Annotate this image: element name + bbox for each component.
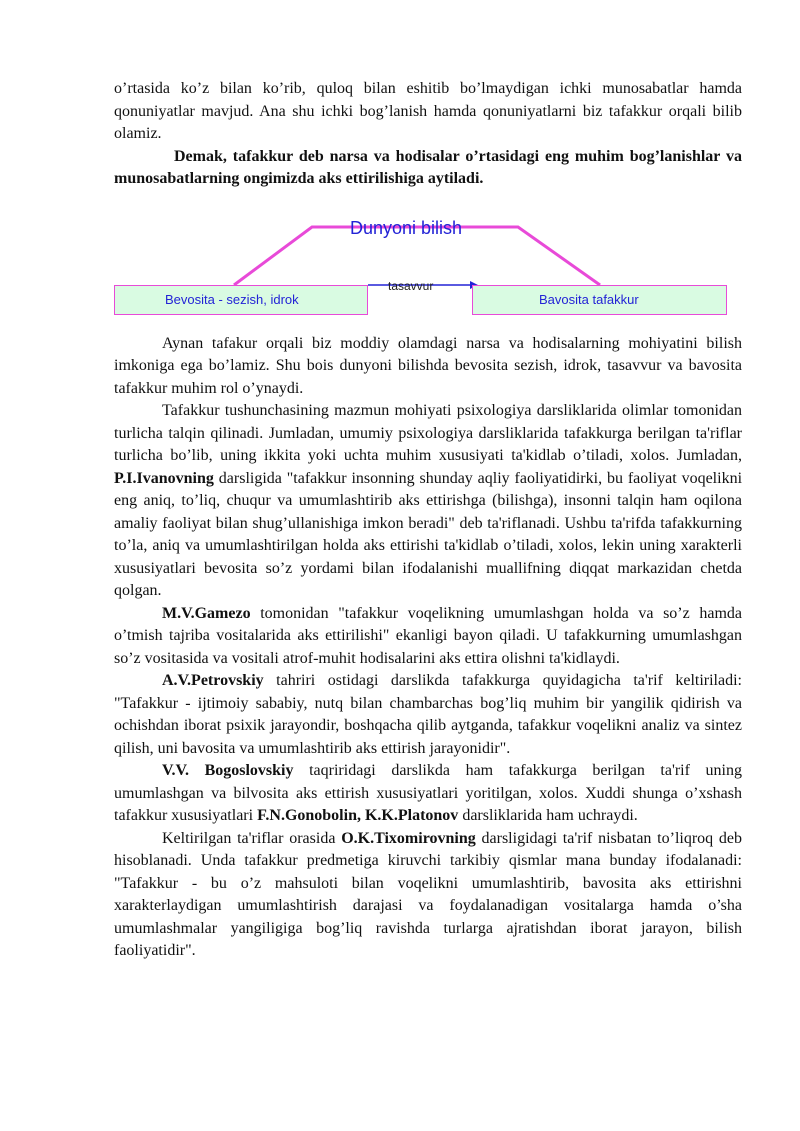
paragraph-ivanov: [114, 400, 742, 603]
author-name: M.V.Gamezo: [162, 604, 251, 622]
author-name: V.V. Bogoslovskiy: [162, 762, 294, 779]
text-span: darsliklarida ham uchraydi.: [462, 807, 638, 824]
paragraph-tixomirov: [114, 828, 742, 963]
text-span: darsligida "tafakkur insonning shunday aqliy faoliyatidirki, bu faoliyat voqelikni eng aniq, to’liq, chuqur va umumlashtirib aks ettirishga (bilishga), insonni talqin ham oqilona amaliy faoliyat bilan shug’ullanishiga imkon beradi" deb ta'riflanadi. Ushbu ta'rifda tafakkurning to’la, aniq va umumlashtirilgan holda aks ettirishi ta'kidlab o’tiladi, xolos, lekin uning xarakterli xususiyatlari bevosita so’z yordami bilan ifodalanishi muallifning diqqat markazidan chetda qolgan.: [114, 469, 743, 599]
paragraph-thinking-essence: Aynan tafakur orqali biz moddiy olamdagi narsa va hodisalarning mohiyatini bilish imkoniga ega bo’lamiz. Shu bois dunyoni bilishda bevosita sezish, idrok, tasavvur va bavosita tafakkur muhim rol o’ynaydi.: [114, 334, 742, 397]
diagram-left-box: Bevosita - sezish, idrok: [114, 285, 368, 315]
author-name: P.I.Ivanovning: [114, 469, 214, 487]
paragraph-gamezo: [114, 603, 742, 671]
text-span: tahriri ostidagi darslikda tafakkurga quyidagicha ta'rif keltiriladi: "Tafakkur - ijtimoiy sababiy, nutq bilan chambarchas bog’liq muhim bir yangilik qidirish va ochishdan iborat psixik jarayondir, boshqacha qilib aytganda, tafakkur voqelikni analiz va sintez qilish, uni bavosita va umumlashtirib aks ettirish jarayonidir".: [114, 672, 742, 757]
author-names: F.N.Gonobolin, K.K.Platonov: [257, 807, 459, 824]
paragraph-petrovskiy: [114, 670, 742, 760]
text-span: darsligidagi ta'rif nisbatan to’liqroq deb hisoblanadi. Unda tafakkur predmetiga kiruvchi tarkibiy qismlar mana bunday ifodalanadi: "Tafakkur - bu o’z mahsuloti bilan voqelikni umumlashtirib, bavosita aks ettirishni xarakterlaydigan umumlashtirish darajasi va foydalanadigan vositalarga hamda o’sha umumlashmalar yangiligiga bog’liq ravishda turlarga ajratishdan iborat jarayon, bilish faoliyatidir".: [114, 829, 743, 959]
author-name: O.K.Tixomirovning: [341, 829, 476, 847]
paragraph-bogoslovskiy: [114, 760, 742, 828]
paragraph-definition: Demak, tafakkur deb narsa va hodisalar o’rtasidagi eng muhim bog’lanishlar va munosabatlarning ongimizda aks ettirilishiga aytiladi.: [114, 147, 742, 187]
text-span: Tafakkur tushunchasining mazmun mohiyati psixologiya darsliklarida olimlar tomonidan turlicha talqin qilinadi. Jumladan, umumiy psixologiya darsliklarida tafakkurga berilgan ta'riflar turlicha bo’lib, uning ikkita yoki uchta muhim xususiyati ta'kidlab o’tiladi, xolos. Jumladan,: [114, 402, 742, 464]
diagram-title: Dunyoni bilish: [350, 217, 463, 238]
knowledge-diagram: [114, 197, 742, 327]
document-page: [114, 78, 742, 963]
paragraph-intro: o’rtasida ko’z bilan ko’rib, quloq bilan eshitib bo’lmaydigan ichki munosabatlar hamda qonuniyatlar mavjud. Ana shu ichki bog’lanish hamda qonuniyatlarni biz tafakkur orqali bilib olamiz.: [114, 80, 742, 142]
text-span: tomonidan "tafakkur voqelikning umumlashgan holda va so’z hamda o’tmish tajriba vositalarida aks ettirilishi" ekanligi bayon qiladi. U tafakkurning umumlashgan so’z vositasida va vositali atrof-muhit hodisalarini aks ettira olishni ta'kidlaydi.: [114, 604, 742, 667]
diagram-middle-label: tasavvur: [388, 278, 434, 293]
text-span: taqriridagi darslikda ham tafakkurga berilgan ta'rif uning umumlashgan va bilvosita aks ettirish xususiyatlari yoritilgan, xolos. Xuddi shunga o’xshash tafakkur xususiyatlari: [114, 762, 742, 824]
diagram-right-box: Bavosita tafakkur: [472, 285, 727, 315]
author-name: A.V.Petrovskiy: [162, 672, 264, 689]
text-span: Keltirilgan ta'riflar orasida: [162, 829, 336, 847]
